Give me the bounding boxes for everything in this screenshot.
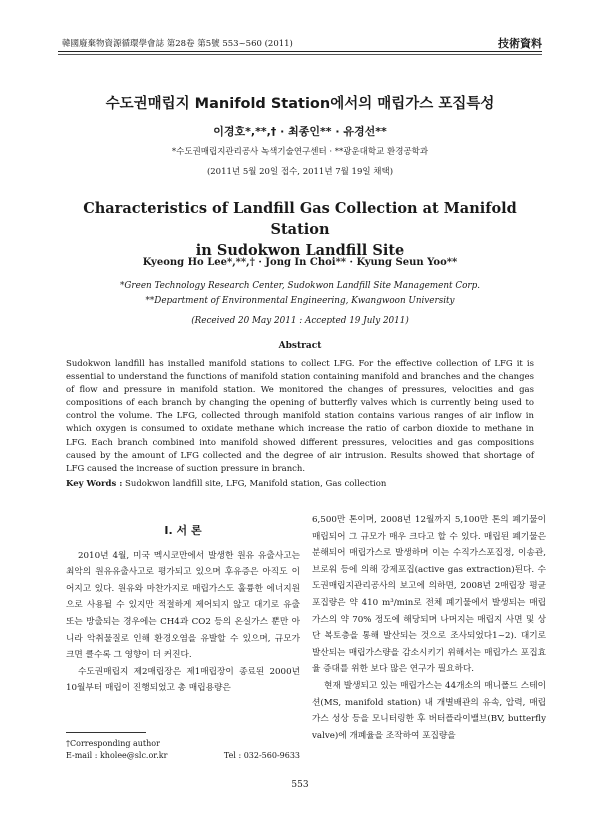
section-heading-introduction: I. 서 론 [164, 524, 202, 537]
body-column-right [312, 512, 546, 744]
abstract-text: Sudokwon landfill has installed manifold stations to collect LFG. For the effective collection of LFG it is essential to understand the functions of manifold station containing manifold and branches and the changes of flow and pressure in manifold station. We monitored the changes of pressures, velocities and gas compositions of each branch by changing the opening of butterfly valves which is currently being used to control the volume. The LFG, collected through manifold station contains various ranges of air inflow in which oxygen is consumed to oxidate methane which increase the ratio of carbon dioxide to methane in LFG. Each branch combined into manifold showed different pressures, velocities and gas compositions caused by the amount of LFG collected and the degree of air intrusion. Results showed that shortage of LFG caused the increase of suction pressure in branch. [66, 359, 534, 474]
body-paragraph: 현재 발생되고 있는 매립가스는 44개소의 매니폴드 스테이션(MS, manifold station) 내 개별배관의 유속, 압력, 매립가스 성상 등을 모니터링한 후 버터플라이밸브(BV, butterfly valve)에 개폐율을 조작하여 포집량을 [312, 680, 546, 741]
english-title [58, 198, 542, 261]
corresponding-author-label: †Corresponding author [66, 739, 160, 748]
journal-citation: 韓國廢棄物資源循環學會誌 第28卷 第5號 553~560 (2011) [62, 39, 293, 49]
body-column-left [66, 515, 300, 697]
keywords-label: Key Words : [66, 479, 123, 489]
korean-dates: (2011년 5월 20일 접수, 2011년 7월 19일 채택) [206, 167, 394, 177]
korean-affiliations: *수도권매립지관리공사 녹색기술연구센터 · **광운대학교 환경공학과 [171, 147, 429, 157]
english-affiliations [58, 279, 542, 309]
english-title-line2: in Sudokwon Landfill Site [195, 242, 405, 259]
header-rule-thin [58, 54, 542, 55]
footnote [66, 738, 300, 762]
footnote-rule [66, 732, 146, 733]
body-paragraph: 2010년 4월, 미국 멕시코만에서 발생한 원유 유출사고는 최악의 원유유출사고로 평가되고 있으며 후유증은 아직도 이어지고 있다. 원유와 마찬가지로 매립가스도 훌륭한 에너지원으로 사용될 수 있지만 적절하게 제어되지 않고 대기로 유출 또는 방출되는 경우에는 CH4과 CO2 등의 온실가스 뿐만 아니라 악취물질로 인해 환경오염을 유발할 수 있으며, 규모가 크면 클수록 그 영향이 더 커진다. [66, 550, 300, 661]
keywords-text: Sudokwon landfill site, LFG, Manifold station, Gas collection [125, 479, 387, 489]
keywords [66, 478, 534, 490]
english-dates: (Received 20 May 2011 : Accepted 19 July 2011) [191, 316, 409, 326]
korean-authors: 이경호*,**,† · 최종인** · 유경선** [213, 125, 387, 138]
body-paragraph: 6,500만 톤이며, 2008년 12월까지 5,100만 톤의 폐기물이 매립되어 그 규모가 매우 크다고 할 수 있다. 매립된 폐기물은 분해되어 매립가스로 발생하며 이는 수직가스포집정, 이송관, 브로워 등에 의해 강제포집(active gas extraction)된다. 수도권매립지관리공사의 보고에 의하면, 2008년 2매립장 평균 포집량은 약 410 m³/min로 전체 폐기물에서 발생되는 매립가스의 약 70% 정도에 해당되며 나머지는 매립지 사면 및 상단 복토층을 통해 발산되는 것으로 조사되었다1~2). 대기로 발산되는 매립가스량을 감소시키기 위해서는 매립가스 포집효율 증대를 위한 보다 많은 연구가 필요하다. [312, 515, 546, 675]
abstract-heading: Abstract [278, 341, 322, 351]
header-rule [58, 51, 542, 52]
korean-title: 수도권매립지 Manifold Station에서의 매립가스 포집특성 [105, 96, 495, 112]
english-affiliation-2: **Department of Environmental Engineering, Kwangwoon University [145, 296, 455, 306]
page-number: 553 [291, 780, 309, 790]
english-authors: Kyeong Ho Lee*,**,† · Jong In Choi** · Kyung Seun Yoo** [142, 257, 458, 268]
author-phone: Tel : 032-560-9633 [223, 751, 300, 760]
body-paragraph: 수도권매립지 제2매립장은 제1매립장이 종료된 2000년 10월부터 매립이 진행되었고 총 매립용량은 [66, 666, 300, 694]
section-tag: 技術資料 [498, 37, 542, 50]
english-title-line1: Characteristics of Landfill Gas Collection at Manifold Station [83, 200, 517, 238]
author-email: E-mail : kholee@slc.or.kr [66, 751, 168, 760]
english-affiliation-1: *Green Technology Research Center, Sudokwon Landfill Site Management Corp. [119, 281, 480, 291]
